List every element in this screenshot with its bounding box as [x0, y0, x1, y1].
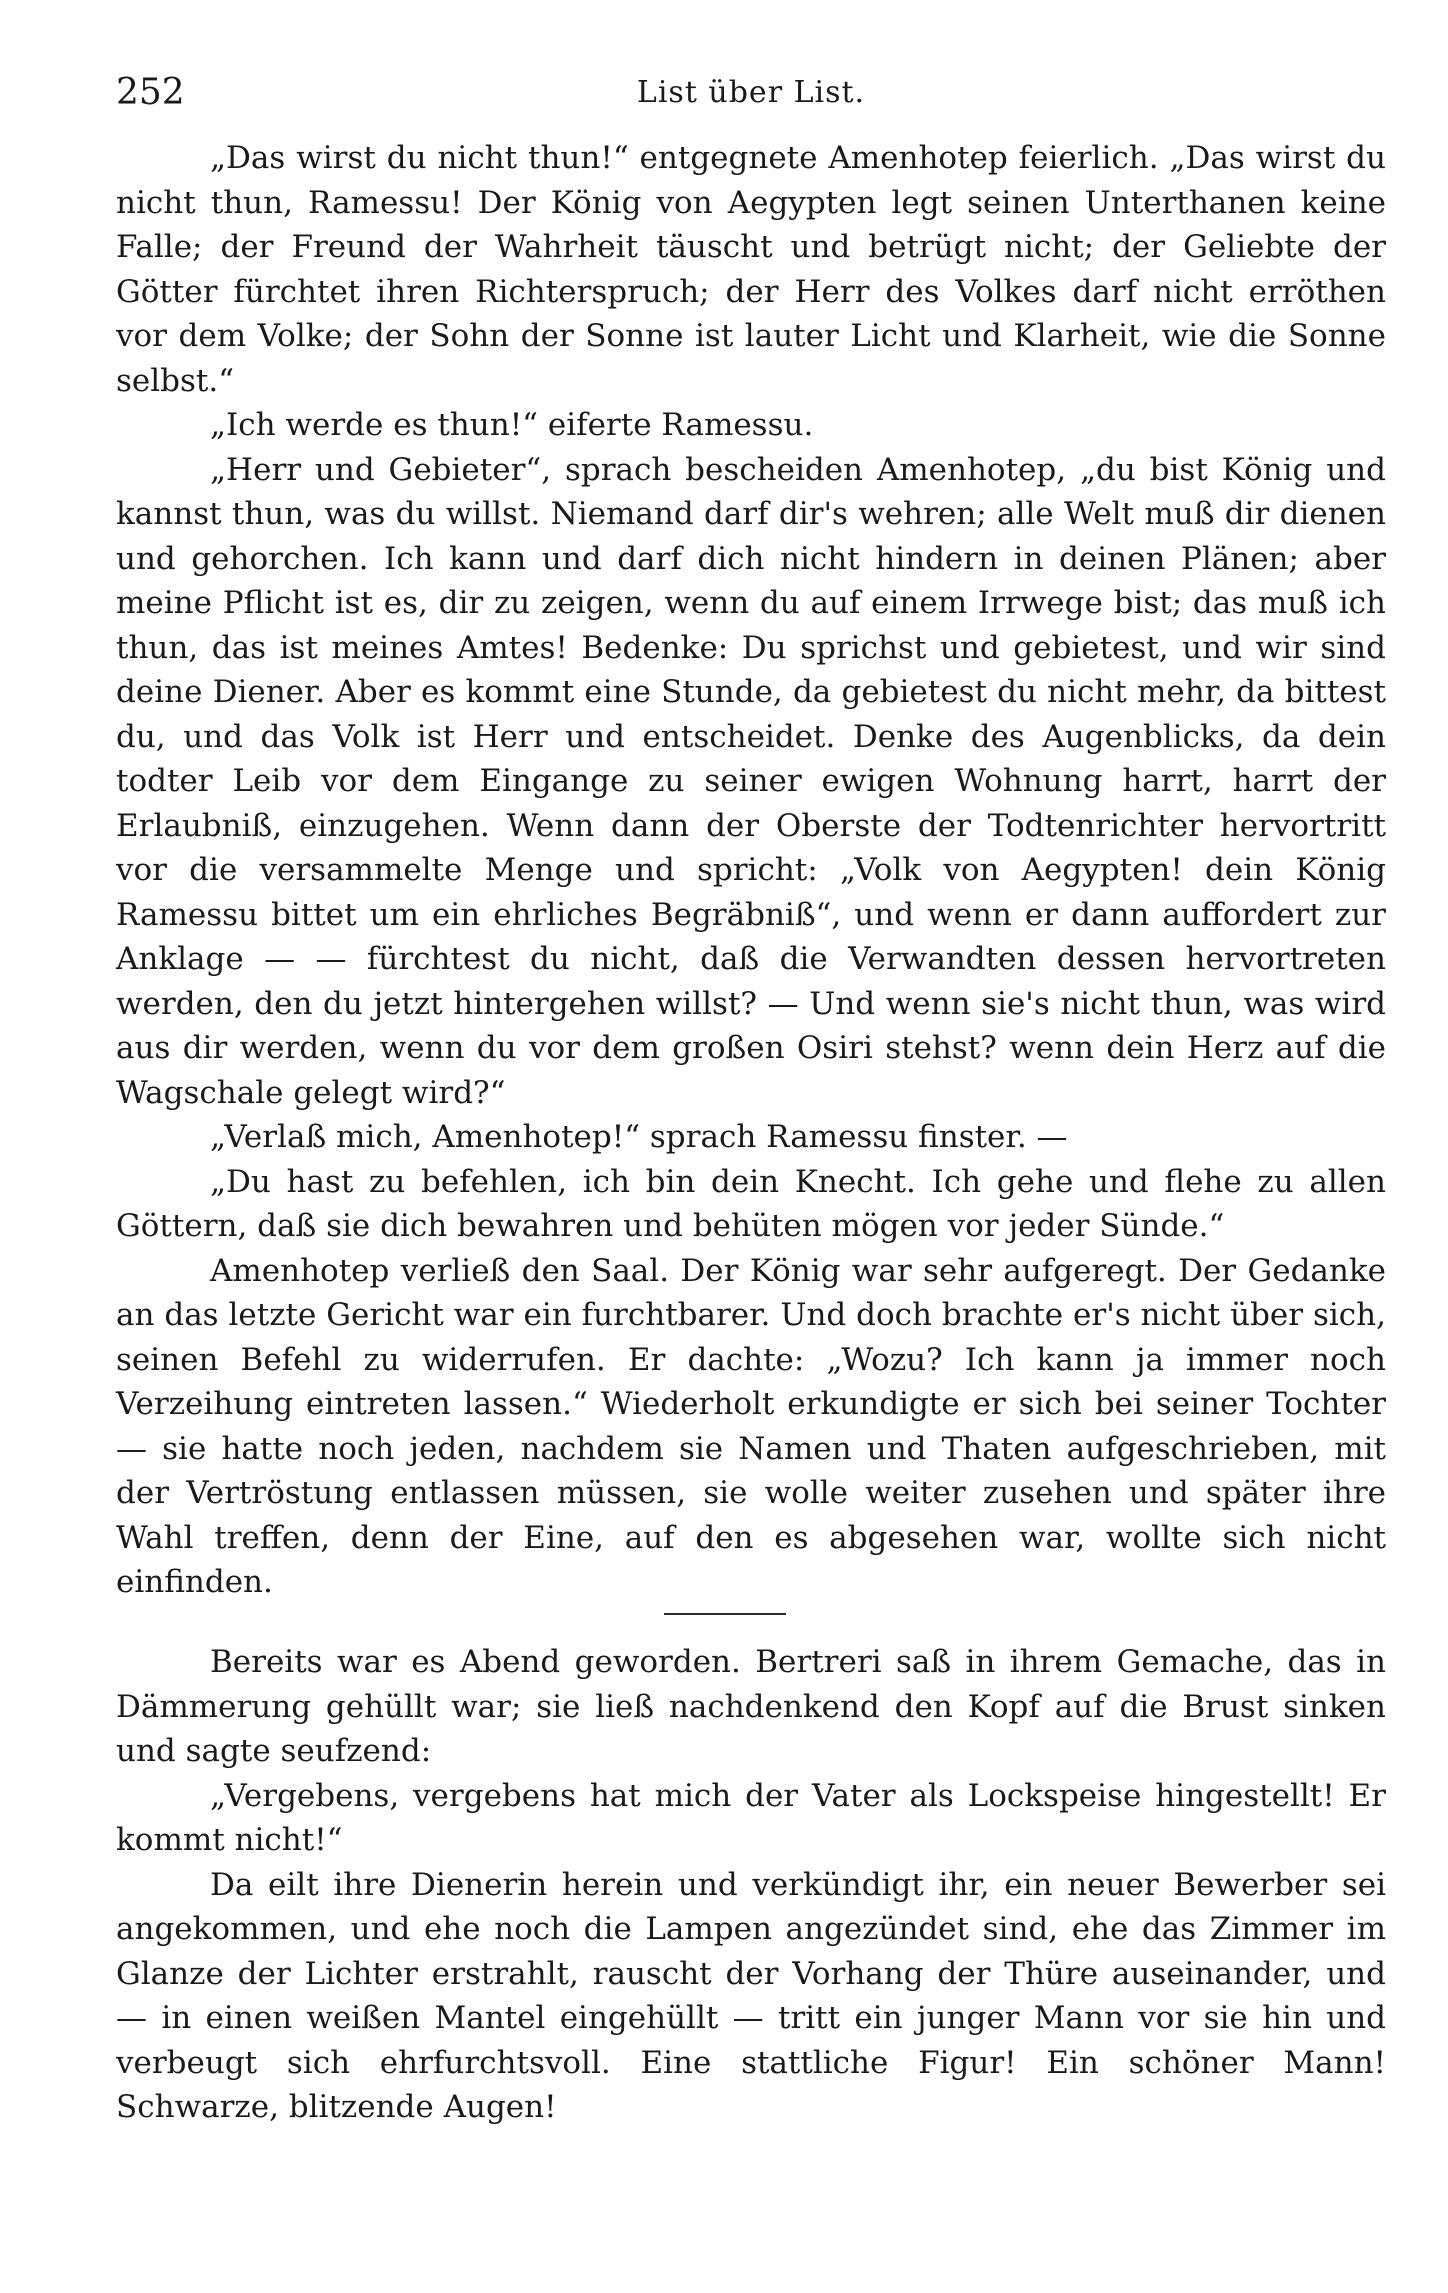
paragraph: „Vergebens, vergebens hat mich der Vater als Lockspeise hingestellt! Er kommt nicht!“ — [116, 1777, 1386, 1858]
body-text-lower — [116, 1640, 1386, 2130]
paragraph: Bereits war es Abend geworden. Bertreri saß in ihrem Gemache, das in Dämmerung gehüllt war; sie ließ nachdenkend den Kopf auf die Brust sinken und sagte seufzend: — [116, 1644, 1386, 1769]
paragraph: „Herr und Gebieter“, sprach bescheiden Amenhotep, „du bist König und kannst thun, was du willst. Niemand darf dir's wehren; alle Welt muß dir dienen und gehorchen. Ich kann und darf dich nicht hindern in deinen Plänen; aber meine Pflicht ist es, dir zu zeigen, wenn du auf einem Irrwege bist; das muß ich thun, das ist meines Amtes! Bedenke: Du sprichst und gebietest, und wir sind deine Diener. Aber es kommt eine Stunde, da gebietest du nicht mehr, da bittest du, und das Volk ist Herr und entscheidet. Denke des Augenblicks, da dein todter Leib vor dem Eingange zu seiner ewigen Wohnung harrt, harrt der Erlaubniß, einzugehen. Wenn dann der Oberste der Todtenrichter hervortritt vor die versammelte Menge und spricht: „Volk von Aegypten! dein König Ramessu bittet um ein ehrliches Begräbniß“, und wenn er dann auffordert zur Anklage — — fürchtest du nicht, daß die Verwandten dessen hervortreten werden, den du jetzt hintergehen willst? — Und wenn sie's nicht thun, was wird aus dir werden, wenn du vor dem großen Osiri stehst? wenn dein Herz auf die Wagschale gelegt wird?“ — [116, 451, 1386, 1111]
paragraph: „Verlaß mich, Amenhotep!“ sprach Ramessu finster. — — [210, 1119, 1068, 1155]
paragraph: Da eilt ihre Dienerin herein und verkündigt ihr, ein neuer Bewerber sei angekommen, und ehe noch die Lampen angezündet sind, ehe das Zimmer im Glanze der Lichter erstrahlt, rauscht der Vorhang der Thüre auseinander, und — in einen weißen Mantel eingehüllt — tritt ein junger Mann vor sie hin und verbeugt sich ehrfurchtsvoll. Eine stattliche Figur! Ein schöner Mann! Schwarze, blitzende Augen! — [116, 1866, 1386, 2125]
page-number: 252 — [116, 72, 185, 113]
section-divider — [664, 1613, 786, 1615]
paragraph: „Du hast zu befehlen, ich bin dein Knecht. Ich gehe und flehe zu allen Göttern, daß sie dich bewahren und behüten mögen vor jeder Sünde.“ — [116, 1163, 1386, 1244]
paragraph: „Das wirst du nicht thun!“ entgegnete Amenhotep feierlich. „Das wirst du nicht thun, Ramessu! Der König von Aegypten legt seinen Unterthanen keine Falle; der Freund der Wahrheit täuscht und betrügt nicht; der Geliebte der Götter fürchtet ihren Richterspruch; der Herr des Volkes darf nicht erröthen vor dem Volke; der Sohn der Sonne ist lauter Licht und Klarheit, wie die Sonne selbst.“ — [116, 140, 1386, 399]
page-header — [116, 66, 1386, 120]
paragraph: „Ich werde es thun!“ eiferte Ramessu. — [210, 407, 814, 443]
running-title: List über List. — [636, 75, 866, 110]
body-text-upper — [116, 136, 1386, 1605]
paragraph: Amenhotep verließ den Saal. Der König war sehr aufgeregt. Der Gedanke an das letzte Gericht war ein furchtbarer. Und doch brachte er's nicht über sich, seinen Befehl zu widerrufen. Er dachte: „Wozu? Ich kann ja immer noch Verzeihung eintreten lassen.“ Wiederholt erkundigte er sich bei seiner Tochter — sie hatte noch jeden, nachdem sie Namen und Thaten aufgeschrieben, mit der Vertröstung entlassen müssen, sie wolle weiter zusehen und später ihre Wahl treffen, denn der Eine, auf den es abgesehen war, wollte sich nicht einfinden. — [116, 1252, 1386, 1600]
